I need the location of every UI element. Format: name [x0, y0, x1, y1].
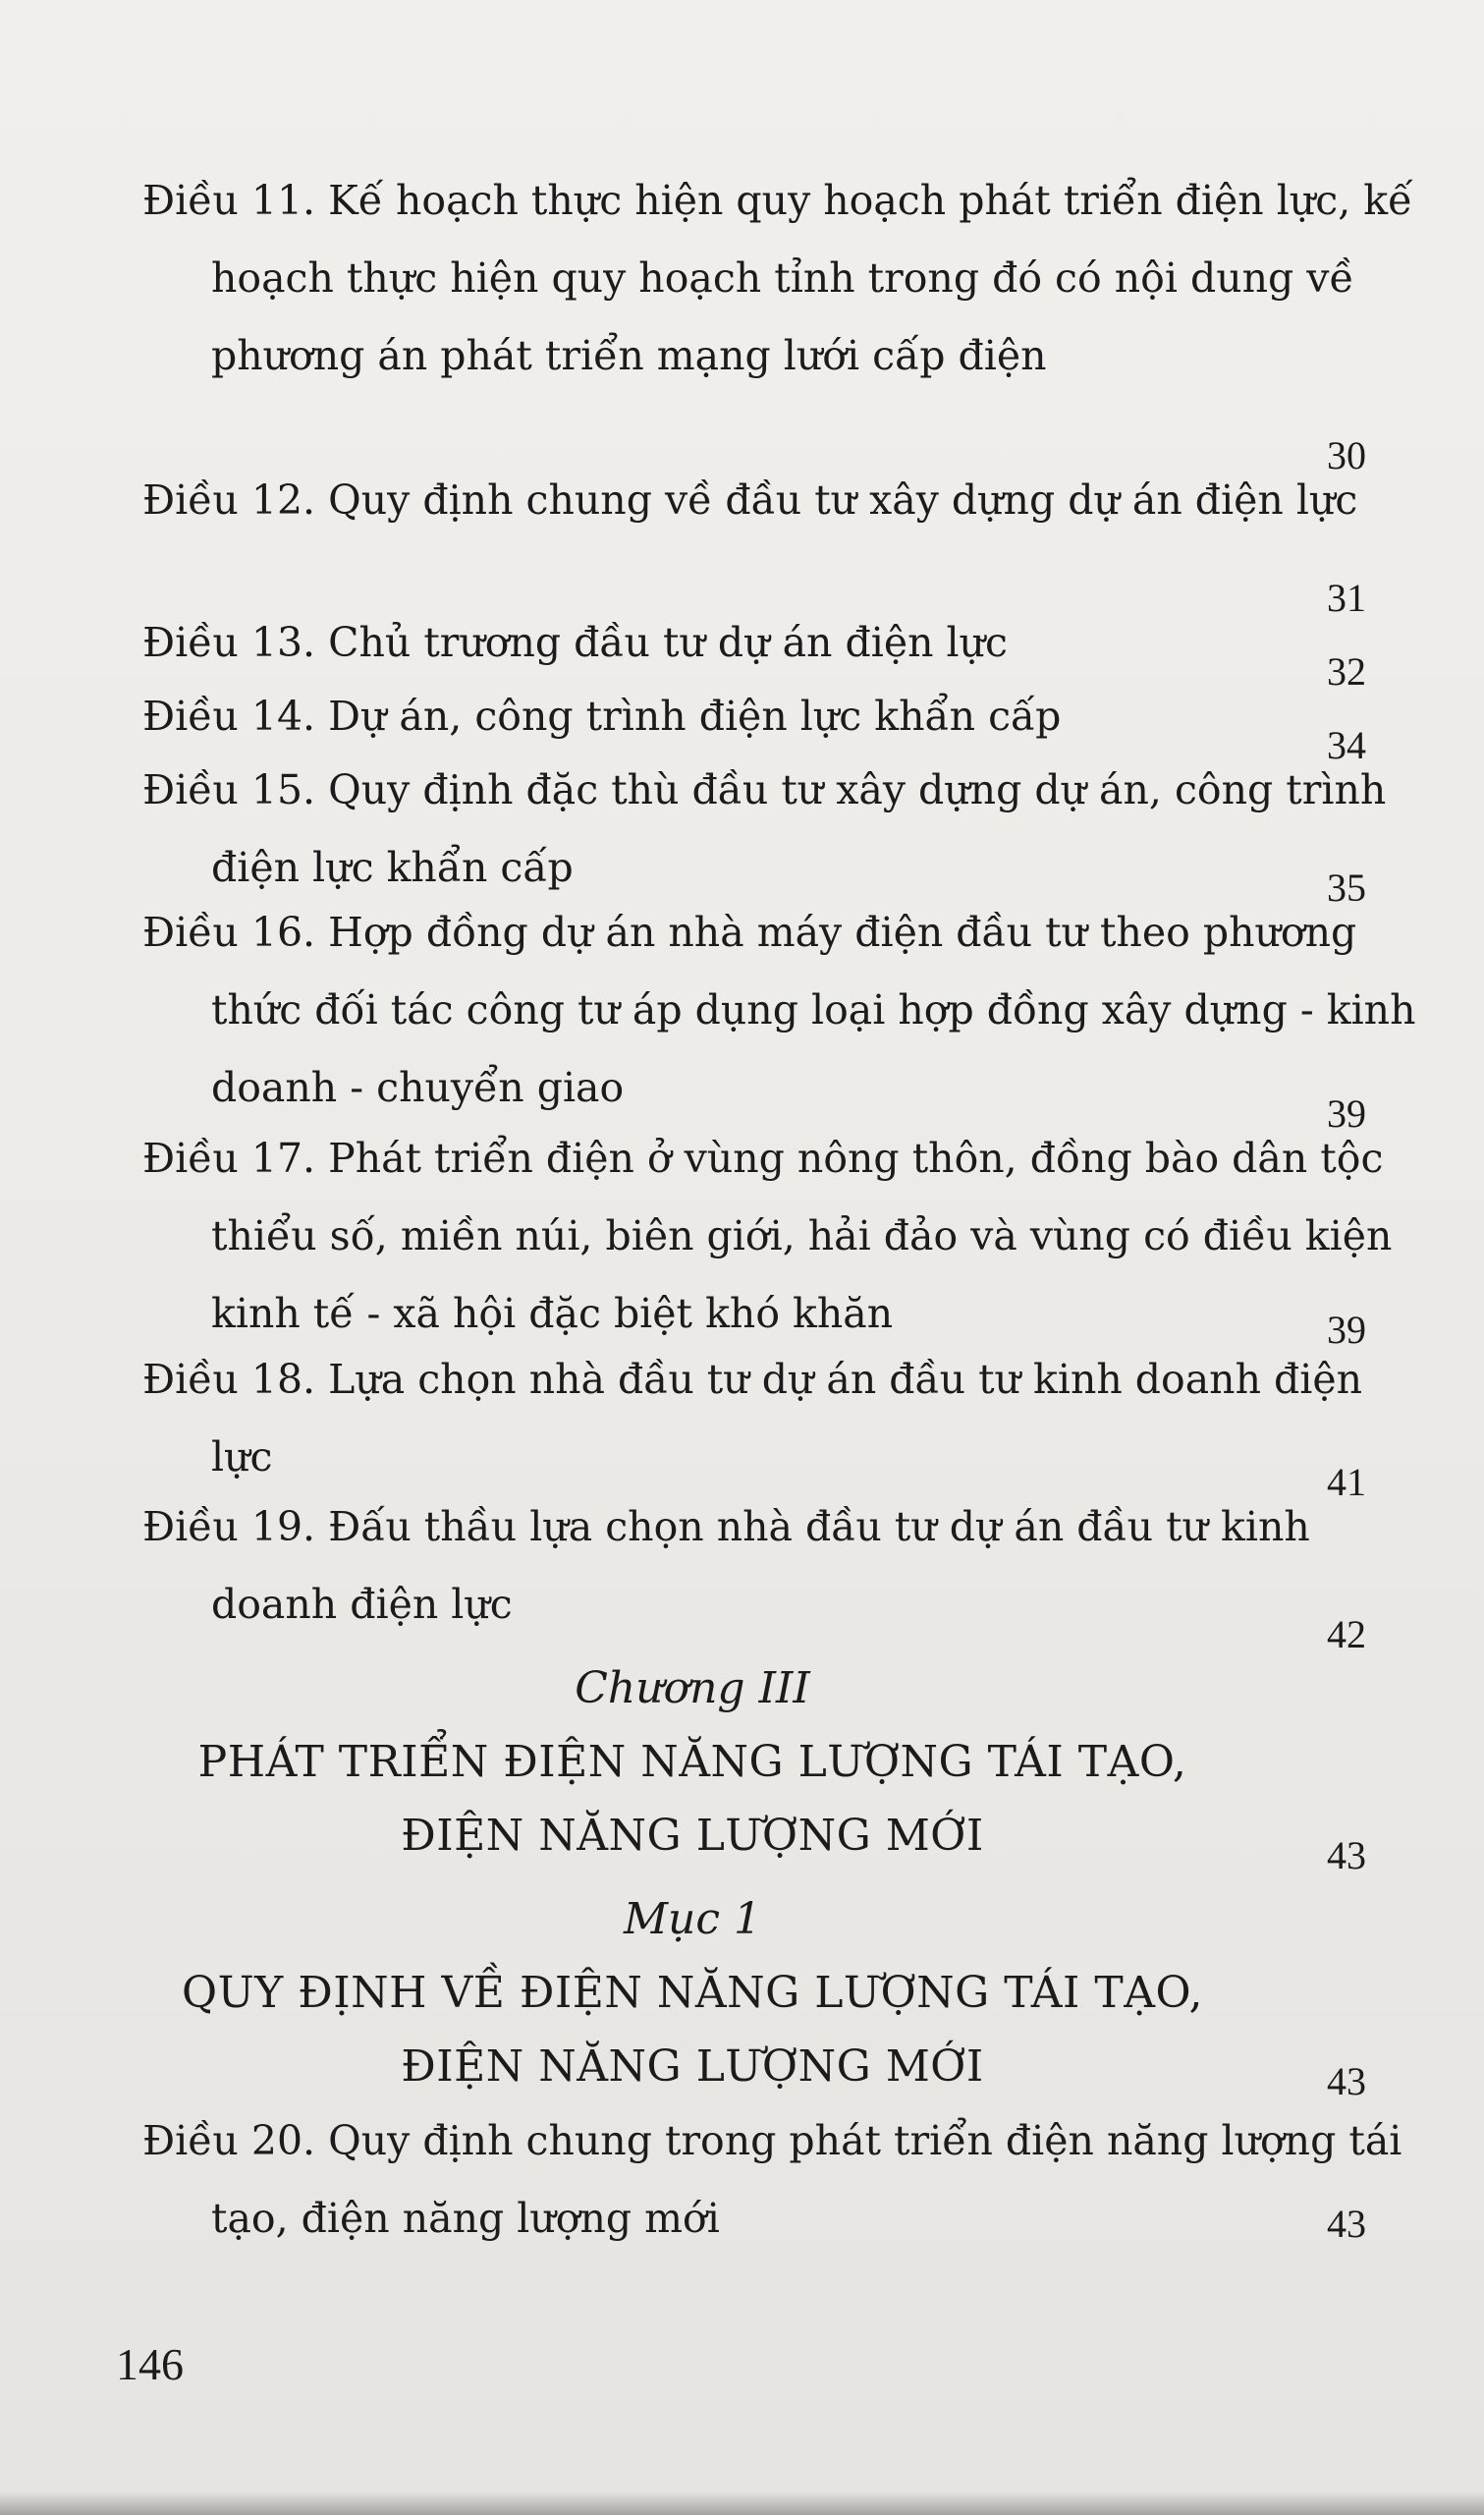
toc-entry-article-14: Điều 14. Dự án, công trình điện lực khẩn cấp: [142, 693, 1062, 740]
toc-page-number: 41: [1327, 1460, 1366, 1504]
toc-entry-article-13: Điều 13. Chủ trương đầu tư dự án điện lực: [142, 619, 1008, 666]
section-label: Mục 1: [623, 1894, 761, 1944]
toc-entry-article-20: Điều 20. Quy định chung trong phát triển điện năng lượng tái tạo, điện năng lượng mới: [142, 2117, 1402, 2242]
chapter-title-line-2: ĐIỆN NĂNG LƯỢNG MỚI: [401, 1811, 984, 1861]
toc-entry-article-12: Điều 12. Quy định chung về đầu tư xây dựng dự án điện lực: [142, 476, 1358, 524]
toc-entry-article-19: Điều 19. Đấu thầu lựa chọn nhà đầu tư dự án đầu tư kinh doanh điện lực: [142, 1503, 1310, 1628]
page-folio-number: 146: [116, 2339, 184, 2389]
chapter-title-line-1: PHÁT TRIỂN ĐIỆN NĂNG LƯỢNG TÁI TẠO,: [197, 1737, 1187, 1787]
toc-entry-article-15: Điều 15. Quy định đặc thù đầu tư xây dựng dự án, công trình điện lực khẩn cấp: [142, 766, 1387, 891]
toc-page-number: 43: [1327, 1833, 1366, 1877]
chapter-label: Chương III: [575, 1663, 810, 1713]
toc-entry-article-16: Điều 16. Hợp đồng dự án nhà máy điện đầu tư theo phương thức đối tác công tư áp dụng loại hợp đồng xây dựng - kinh doanh - chuyển giao: [142, 909, 1416, 1111]
toc-page-number: 31: [1327, 576, 1366, 620]
toc-entry-article-17: Điều 17. Phát triển điện ở vùng nông thôn, đồng bào dân tộc thiểu số, miền núi, biên giới, hải đảo và vùng có điều kiện kinh tế - xã hội đặc biệt khó khăn: [142, 1135, 1393, 1337]
section-title-line-2: ĐIỆN NĂNG LƯỢNG MỚI: [401, 2041, 984, 2092]
toc-page-number: 43: [1327, 2059, 1366, 2103]
toc-entry-article-18: Điều 18. Lựa chọn nhà đầu tư dự án đầu tư kinh doanh điện lực: [142, 1356, 1363, 1481]
toc-page-number: 43: [1327, 2202, 1366, 2246]
toc-page-number: 39: [1327, 1308, 1366, 1352]
toc-page-number: 30: [1327, 433, 1366, 477]
toc-page-number: 39: [1327, 1091, 1366, 1136]
toc-page-number: 35: [1327, 866, 1366, 910]
toc-page-number: 32: [1327, 649, 1366, 694]
toc-page-number: 42: [1327, 1612, 1366, 1656]
toc-entry-article-11: Điều 11. Kế hoạch thực hiện quy hoạch phát triển điện lực, kế hoạch thực hiện quy hoạch tỉnh trong đó có nội dung về phương án phát triển mạng lưới cấp điện: [142, 177, 1413, 379]
toc-page-number: 34: [1327, 723, 1366, 767]
section-title-line-1: QUY ĐỊNH VỀ ĐIỆN NĂNG LƯỢNG TÁI TẠO,: [182, 1968, 1203, 2018]
